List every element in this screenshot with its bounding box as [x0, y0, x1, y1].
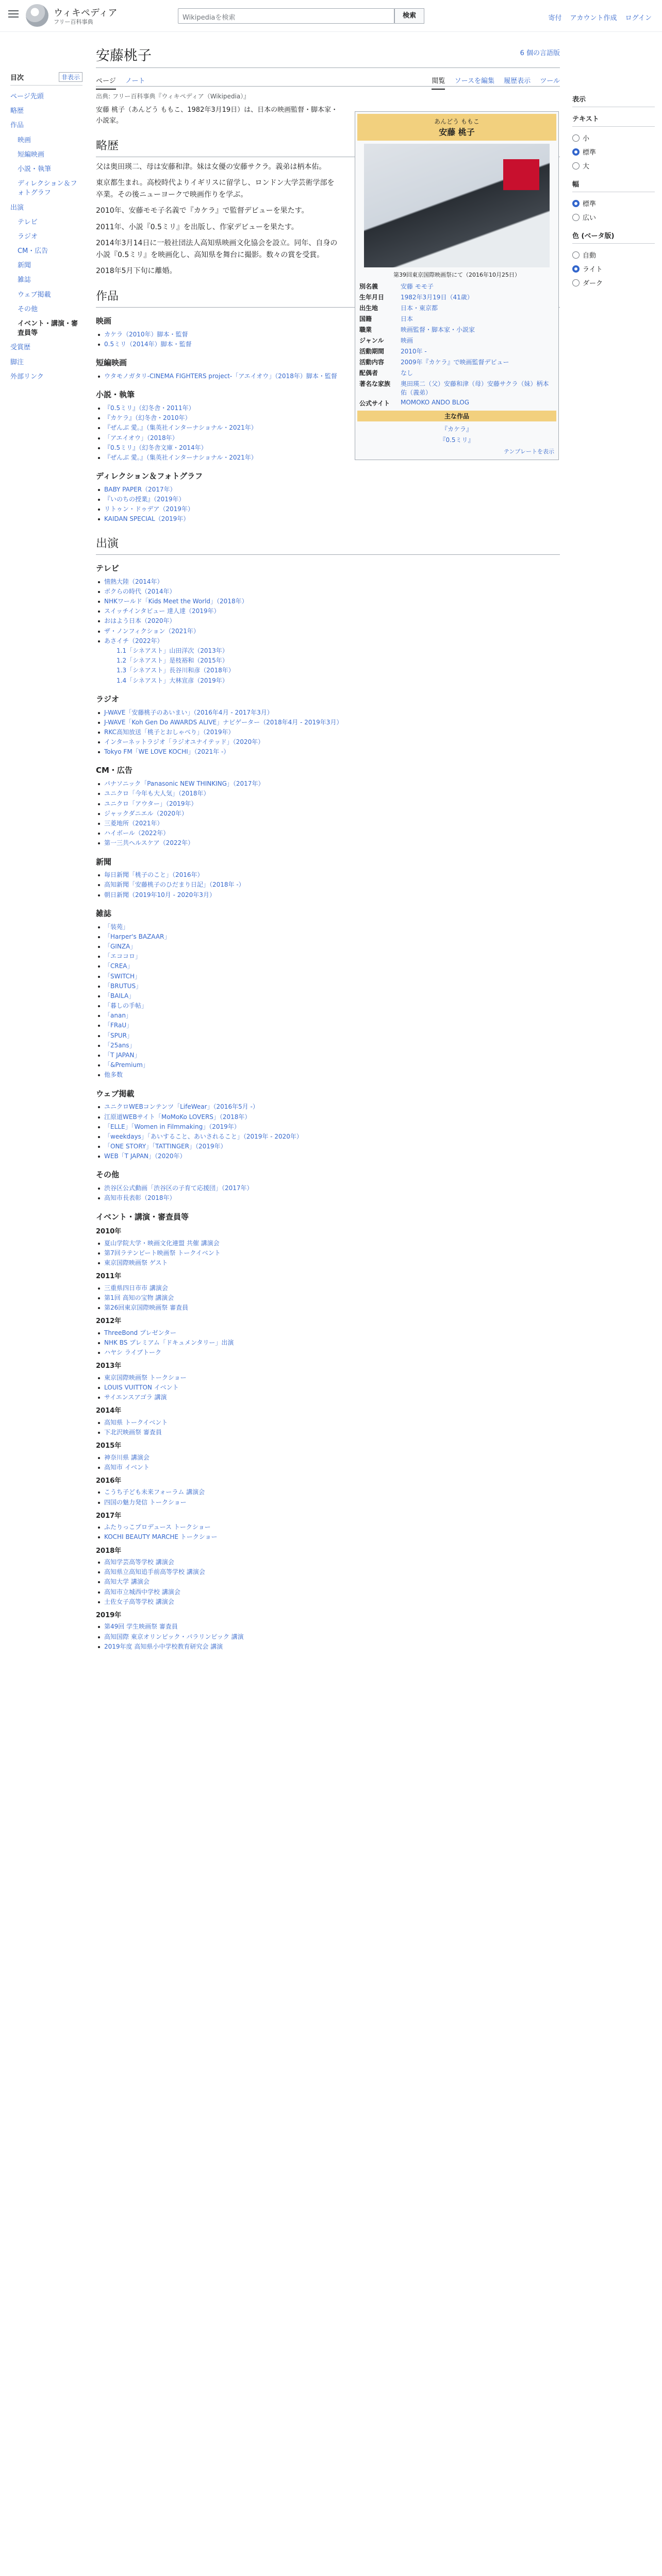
infobox-row [357, 367, 556, 378]
infobox-value[interactable]: 奥田瑛二（父）安藤和津（母）安藤サクラ（妹）柄本佑（義弟） [401, 380, 549, 396]
color-title: 色 (ベータ版) [572, 230, 655, 244]
section-other: その他 [96, 1170, 120, 1180]
appearance-panel [572, 88, 655, 290]
infobox-label: 公式サイト [359, 400, 390, 407]
infobox-value[interactable]: 安藤 モモ子 [401, 283, 434, 290]
magazine-item[interactable]: 「GINZA」 [96, 942, 560, 952]
newspaper-item[interactable]: 毎日新聞「桃子のこと」（2016年） [96, 870, 560, 880]
user-nav [542, 12, 652, 22]
width-standard[interactable]: 標準 [572, 196, 655, 210]
direction-item[interactable]: BABY PAPER（2017年） [96, 485, 560, 495]
magazine-item[interactable]: 「Harper's BAZAAR」 [96, 932, 560, 942]
career-paragraph: 東京都生まれ。高校時代よりイギリスに留学し、ロンドン大学芸術学部を卒業。その後ニューヨークで映画作りを学ぶ。 [96, 179, 335, 199]
infobox-label: 職業 [359, 326, 372, 333]
tab-tools[interactable]: ツール [540, 77, 560, 85]
tv-item[interactable]: あさイチ（2022年） [96, 636, 560, 646]
event-item[interactable]: 四国の魅力発信 トークショー [96, 1498, 560, 1507]
donate-link[interactable]: 寄付 [548, 14, 562, 22]
text-size-small[interactable]: 小 [572, 131, 655, 145]
magazine-item[interactable]: 「&Premium」 [96, 1060, 560, 1070]
direction-item[interactable]: リトゥン・ドゥデア（2019年） [96, 504, 560, 514]
event-item[interactable]: 高知県立高知追手前高等学校 講演会 [96, 1567, 560, 1577]
section-short: 短編映画 [96, 358, 127, 368]
toc-item[interactable]: 略歴 [10, 107, 24, 115]
event-item[interactable]: 高知学芸高等学校 講演会 [96, 1557, 560, 1567]
infobox-value[interactable]: 1982年3月19日（41歳） [401, 294, 473, 301]
event-year: 2014年 [96, 1407, 122, 1415]
event-item[interactable]: NHK BS プレミアム「ドキュメンタリー」出演 [96, 1338, 560, 1348]
width-title: 幅 [572, 179, 655, 192]
from-line: 出典: フリー百科事典『ウィキペディア（Wikipedia）』 [96, 93, 250, 100]
tv-numbered-item[interactable]: 1.3「シネアスト」長谷川和彦（2018年） [117, 667, 235, 674]
radio-item[interactable]: J-WAVE「安藤桃子のあいまい」（2016年4月 - 2017年3月） [96, 708, 560, 718]
section-direction: ディレクション＆フォトグラフ [96, 471, 203, 481]
template-link[interactable]: テンプレートを表示 [503, 448, 554, 455]
section-event: イベント・講演・審査員等 [96, 1212, 189, 1222]
site-wordmark[interactable]: ウィキペディア [54, 8, 118, 19]
event-item[interactable]: ふたりっこプロデュース トークショー [96, 1522, 560, 1532]
tab-page[interactable]: ページ [96, 77, 116, 90]
magazine-item[interactable]: 「エココロ」 [96, 952, 560, 961]
event-year: 2015年 [96, 1442, 122, 1450]
newspaper-item[interactable]: 朝日新聞（2019年10月 - 2020年3月） [96, 890, 560, 900]
magazine-item[interactable]: 「装苑」 [96, 922, 560, 932]
color-auto[interactable]: 自動 [572, 248, 655, 262]
infobox-name: 安藤 桃子 [439, 127, 475, 137]
radio-item[interactable]: インターネットラジオ「ラジオユナイテッド」（2020年） [96, 737, 560, 747]
text-size-title: テキスト [572, 113, 655, 127]
career-paragraph: 2011年、小説『0.5ミリ』を出版し、作家デビューを果たす。 [96, 223, 299, 231]
magazine-list [96, 922, 560, 1080]
cm-item[interactable]: ユニクロ「アウター」（2019年） [96, 799, 560, 809]
infobox-row [357, 357, 556, 367]
radio-item[interactable]: Tokyo FM「WE LOVE KOCHI」（2021年 -） [96, 747, 560, 757]
toc-item[interactable]: イベント・講演・審査員等 [18, 320, 78, 337]
tv-numbered-item[interactable]: 1.1「シネアスト」山田洋次（2013年） [117, 647, 228, 655]
section-radio: ラジオ [96, 694, 120, 704]
wikipedia-logo[interactable] [26, 4, 48, 27]
toc-item[interactable]: 小説・執筆 [18, 165, 52, 173]
toc-item[interactable]: 受賞歴 [10, 344, 31, 352]
event-year-list [96, 1557, 560, 1607]
tv-item[interactable]: スイッチインタビュー 達人達（2019年） [96, 606, 560, 616]
infobox-value[interactable]: なし [401, 369, 413, 377]
event-year-list [96, 1487, 560, 1507]
event-item[interactable]: 第1回 高知の宝物 講演会 [96, 1293, 560, 1303]
event-year-list [96, 1283, 560, 1313]
event-item[interactable]: 東京国際映画祭 ゲスト [96, 1258, 560, 1268]
event-item[interactable]: 下北沢映画祭 審査員 [96, 1428, 560, 1437]
toc-item[interactable]: ページ先頭 [10, 93, 44, 100]
career-text [96, 161, 338, 277]
portrait-photo[interactable] [364, 144, 550, 267]
toc-item[interactable]: 外部リンク [10, 372, 44, 381]
infobox-work[interactable]: 『カケラ』 [441, 426, 472, 433]
radio-item[interactable]: J-WAVE「Koh Gen Do AWARDS ALIVE」ナビゲーター（2018年4月 - 2019年3月） [96, 718, 560, 727]
event-year-list [96, 1418, 560, 1437]
infobox-row [357, 281, 556, 292]
main-content [96, 44, 560, 1652]
event-item[interactable]: 東京国際映画祭 トークショー [96, 1373, 560, 1383]
tv-item[interactable]: NHKワールド「Kids Meet the World」（2018年） [96, 597, 560, 606]
tv-item[interactable]: 情熱大陸（2014年） [96, 577, 560, 587]
toc-item[interactable]: 脚注 [10, 358, 24, 366]
short-film-item[interactable]: ウタモノガタリ-CINEMA FIGHTERS project-「アエイオウ」（2018年）脚本・監督 [96, 371, 560, 381]
infobox-label: 著名な家族 [359, 380, 391, 387]
color-dark[interactable]: ダーク [572, 276, 655, 290]
infobox-works-title: 主な作品 [357, 411, 556, 421]
event-item[interactable]: KOCHI BEAUTY MARCHE トークショー [96, 1532, 560, 1542]
tv-item[interactable]: ボクらの時代（2014年） [96, 587, 560, 597]
infobox-label: 活動期間 [359, 348, 385, 355]
film-item[interactable]: カケラ（2010年）脚本・監督 [96, 330, 560, 340]
cm-item[interactable]: パナソニック「Panasonic NEW THINKING」（2017年） [96, 779, 560, 789]
novel-item[interactable]: 『0.5ミリ』（幻冬舎・2011年） [96, 403, 560, 413]
event-year-list [96, 1373, 560, 1403]
infobox-label: 別名義 [359, 283, 378, 290]
section-mag: 雑誌 [96, 908, 112, 918]
appearance-title: 表示 [572, 94, 655, 107]
infobox-row [357, 378, 556, 398]
event-item[interactable]: LOUIS VUITTON イベント [96, 1383, 560, 1393]
toc-item[interactable]: 作品 [10, 122, 24, 130]
event-year: 2013年 [96, 1362, 122, 1370]
tab-read[interactable]: 閲覧 [432, 77, 445, 90]
novel-item[interactable]: 『0.5ミリ』（幻冬舎文庫・2014年） [96, 443, 560, 453]
novel-item[interactable]: 『カケラ』（幻冬舎・2010年） [96, 413, 560, 423]
section-novel: 小説・執筆 [96, 390, 135, 400]
section-news: 新聞 [96, 857, 112, 867]
infobox-value[interactable]: 2009年『カケラ』で映画監督デビュー [401, 359, 509, 366]
cm-list [96, 779, 560, 848]
event-item[interactable]: 第49回 学生映画祭 審査員 [96, 1622, 560, 1632]
tab-history[interactable]: 履歴表示 [504, 77, 531, 85]
direction-list [96, 485, 560, 524]
lead-sentence: 安藤 桃子（あんどう ももこ、1982年3月19日）は、日本の映画監督・脚本家・小説家。 [96, 106, 338, 125]
magazine-item[interactable]: 他多数 [96, 1070, 560, 1080]
event-year: 2017年 [96, 1512, 122, 1520]
cm-item[interactable]: ユニクロ「今年も大人気」（2018年） [96, 789, 560, 799]
infobox-works [357, 423, 556, 445]
tab-talk[interactable]: ノート [125, 77, 145, 85]
section-web: ウェブ掲載 [96, 1089, 135, 1098]
magazine-item[interactable]: 「CREA」 [96, 961, 560, 971]
event-year-list [96, 1622, 560, 1652]
toc-sidebar [10, 72, 82, 384]
infobox-label: 配偶者 [359, 369, 378, 377]
page-title: 安藤桃子 [96, 44, 560, 68]
radio-item[interactable]: RKC高知放送「桃子とおしゃべり」（2019年） [96, 727, 560, 737]
event-year: 2011年 [96, 1273, 122, 1281]
event-year: 2019年 [96, 1611, 122, 1619]
event-item[interactable]: 2019年度 高知県小中学校教育研究会 講演 [96, 1642, 560, 1652]
web-item[interactable]: 「weekdays」「あいすること、あいされること」（2019年 - 2020年） [96, 1132, 560, 1142]
infobox-label: 出生地 [359, 304, 378, 312]
toc-item[interactable]: 短編映画 [18, 150, 45, 159]
infobox-value[interactable]: 日本 [401, 315, 413, 323]
text-size-standard[interactable]: 標準 [572, 145, 655, 159]
event-item[interactable]: ThreeBond プレゼンター [96, 1328, 560, 1338]
infobox-label: 国籍 [359, 315, 372, 323]
infobox-kana: あんどう ももこ [434, 118, 479, 125]
film-item[interactable]: 0.5ミリ（2014年）脚本・監督 [96, 340, 560, 349]
career-paragraph: 2010年、安藤モモ子名義で『カケラ』で監督デビューを果たす。 [96, 207, 309, 215]
event-year-list [96, 1328, 560, 1358]
event-item[interactable]: 高知国際 東京オリンピック・パラリンピック 講演 [96, 1632, 560, 1642]
magazine-item[interactable]: 「25ans」 [96, 1041, 560, 1050]
event-year-list [96, 1453, 560, 1472]
other-list [96, 1183, 560, 1203]
tv-item[interactable]: ザ・ノンフィクション（2021年） [96, 626, 560, 636]
toc-list [10, 90, 82, 384]
web-item[interactable]: 江原道WEBサイト「MoMoKo LOVERS」（2018年） [96, 1112, 560, 1122]
infobox-label: 生年月日 [359, 294, 385, 301]
section-career: 略歴 [96, 137, 560, 157]
infobox-label: ジャンル [359, 337, 384, 344]
infobox-header [357, 114, 556, 141]
career-paragraph: 2014年3月14日に一般社団法人高知県映画文化協会を設立。同年、自身の小説『0.5ミリ』を映画化し、高知県を舞台に撮影。数々の賞を受賞。 [96, 239, 338, 259]
toc-item[interactable]: ラジオ [18, 232, 38, 241]
search-button[interactable]: 検索 [394, 8, 424, 24]
magazine-item[interactable]: 「暮しの手帖」 [96, 1001, 560, 1011]
toc-item[interactable]: 雑誌 [18, 276, 31, 284]
tv-list [96, 577, 560, 646]
toc-hide-button[interactable]: 非表示 [59, 72, 82, 82]
infobox-label: 活動内容 [359, 359, 385, 366]
toc-item[interactable]: ディレクション＆フォトグラフ [18, 180, 77, 197]
section-works: 作品 [96, 287, 560, 308]
newspaper-item[interactable]: 高知新聞「安藤桃子のひだまり日記」（2018年 -） [96, 880, 560, 890]
section-film: 映画 [96, 316, 112, 326]
magazine-item[interactable]: 「BAILA」 [96, 991, 560, 1001]
event-item[interactable]: 三重県四日市市 講演会 [96, 1283, 560, 1293]
magazine-item[interactable]: 「BRUTUS」 [96, 981, 560, 991]
toc-item[interactable]: テレビ [18, 218, 38, 226]
event-item[interactable]: 高知市 イベント [96, 1463, 560, 1472]
news-list [96, 870, 560, 900]
infobox-value[interactable]: 日本・東京都 [401, 304, 438, 312]
width-wide[interactable]: 広い [572, 210, 655, 224]
infobox-row [357, 313, 556, 324]
infobox-value[interactable]: 映画監督・脚本家・小説家 [401, 326, 475, 333]
magazine-item[interactable]: 「SPUR」 [96, 1031, 560, 1041]
section-appear: 出演 [96, 535, 560, 555]
login-link[interactable]: ログイン [625, 14, 652, 22]
web-item[interactable]: 「ELLE」「Women in Filmmaking」（2019年） [96, 1122, 560, 1132]
toc-item[interactable]: その他 [18, 305, 38, 313]
other-item[interactable]: 高知市長表彰（2018年） [96, 1193, 560, 1203]
infobox-work[interactable]: 『0.5ミリ』 [439, 436, 474, 444]
event-item[interactable]: こうち子ども未来フォーラム 講演会 [96, 1487, 560, 1497]
event-year: 2010年 [96, 1228, 122, 1236]
web-item[interactable]: WEB「T JAPAN」（2020年） [96, 1151, 560, 1161]
tv-numbered-item[interactable]: 1.2「シネアスト」是枝裕和（2015年） [117, 657, 228, 665]
tv-item[interactable]: おはよう日本（2020年） [96, 616, 560, 626]
direction-item[interactable]: KAIDAN SPECIAL（2019年） [96, 514, 560, 524]
toc-item[interactable]: 新聞 [18, 262, 31, 270]
cm-item[interactable]: 第一三共ヘルスケア（2022年） [96, 838, 560, 848]
section-tv: テレビ [96, 563, 119, 573]
other-item[interactable]: 渋谷区公式動画「渋谷区の子育て応援団」（2017年） [96, 1183, 560, 1193]
event-item[interactable]: 高知県 トークイベント [96, 1418, 560, 1428]
photo-caption: 第39回東京国際映画祭にて（2016年10月25日） [393, 272, 520, 278]
event-item[interactable]: 夏山学院大学・映画文化連盟 共催 講演会 [96, 1239, 560, 1248]
infobox-row [357, 302, 556, 313]
page-header [0, 0, 662, 32]
event-year: 2012年 [96, 1317, 122, 1326]
text-size-large[interactable]: 大 [572, 159, 655, 173]
novel-item[interactable]: 『ぜんぶ 愛。』（集英社インターナショナル・2021年） [96, 453, 560, 463]
event-item[interactable]: 第7回ラテンビート映画祭 トークイベント [96, 1248, 560, 1258]
event-year-list [96, 1522, 560, 1542]
infobox-row [357, 335, 556, 346]
tv-numbered-item[interactable]: 1.4「シネアスト」大林宣彦（2019年） [117, 676, 228, 684]
career-paragraph: 父は奥田瑛二、母は安藤和津。妹は女優の安藤サクラ。義弟は柄本佑。 [96, 163, 326, 172]
tv-numbered-list [117, 646, 560, 686]
web-item[interactable]: 「ONE STORY」「TATTINGER」（2019年） [96, 1142, 560, 1151]
event-year: 2016年 [96, 1477, 122, 1485]
cm-item[interactable]: ジャックダニエル（2020年） [96, 809, 560, 819]
infobox-value[interactable]: MOMOKO ANDO BLOG [401, 399, 469, 406]
event-item[interactable]: 土佐女子高等学校 講演会 [96, 1597, 560, 1607]
event-item[interactable]: 高知市立城西中学校 講演会 [96, 1587, 560, 1597]
color-light[interactable]: ライト [572, 262, 655, 276]
event-item[interactable]: 高知大学 講演会 [96, 1577, 560, 1587]
cm-item[interactable]: ハイボール（2022年） [96, 828, 560, 838]
section-cm: CM・広告 [96, 766, 133, 775]
menu-icon[interactable] [8, 10, 19, 19]
toc-item[interactable]: 映画 [18, 136, 31, 144]
event-item[interactable]: 神奈川県 講演会 [96, 1453, 560, 1463]
infobox-row [357, 398, 556, 409]
radio-list [96, 708, 560, 757]
infobox-row [357, 324, 556, 335]
events-list [96, 1226, 560, 1652]
novel-item[interactable]: 「アエイオウ」（2018年） [96, 433, 560, 443]
language-button[interactable]: 6 個の言語版 [520, 49, 560, 57]
page-tabs [96, 68, 560, 87]
event-year: 2018年 [96, 1547, 122, 1555]
site-tagline: フリー百科事典 [54, 19, 93, 25]
toc-title: 目次 [10, 74, 24, 82]
magazine-item[interactable]: 「FRaU」 [96, 1021, 560, 1030]
event-item[interactable]: 第26回東京国際映画祭 審査員 [96, 1303, 560, 1313]
event-item[interactable]: サイエンスアゴラ 講演 [96, 1393, 560, 1402]
create-account-link[interactable]: アカウント作成 [570, 14, 617, 22]
toc-header [10, 72, 82, 86]
infobox-value[interactable]: 2010年 - [401, 348, 427, 355]
magazine-item[interactable]: 「anan」 [96, 1011, 560, 1021]
infobox [355, 111, 559, 460]
event-item[interactable]: ハヤシ ライブトーク [96, 1348, 560, 1358]
infobox-row [357, 346, 556, 357]
toc-item[interactable]: 出演 [10, 204, 24, 212]
toc-item[interactable]: CM・広告 [18, 247, 48, 256]
cm-item[interactable]: 三菱地所（2021年） [96, 819, 560, 828]
career-paragraph: 2018年5月下旬に離婚。 [96, 266, 177, 275]
search-input[interactable]: Wikipediaを検索 [178, 8, 394, 24]
infobox-value[interactable]: 映画 [401, 337, 413, 344]
novel-item[interactable]: 『ぜんぶ 愛。』（集英社インターナショナル・2021年） [96, 423, 560, 433]
photo-backdrop-sign [503, 159, 539, 190]
infobox-rows [357, 281, 556, 409]
event-year-list [96, 1239, 560, 1268]
tab-edit-source[interactable]: ソースを編集 [454, 77, 494, 85]
infobox-row [357, 292, 556, 302]
toc-item[interactable]: ウェブ掲載 [18, 291, 51, 299]
web-list [96, 1102, 560, 1161]
direction-item[interactable]: 『いのちの授業』（2019年） [96, 495, 560, 504]
web-item[interactable]: ユニクロWEBコンテンツ「LifeWear」（2016年5月 -） [96, 1102, 560, 1112]
magazine-item[interactable]: 「T JAPAN」 [96, 1050, 560, 1060]
magazine-item[interactable]: 「SWITCH」 [96, 972, 560, 981]
